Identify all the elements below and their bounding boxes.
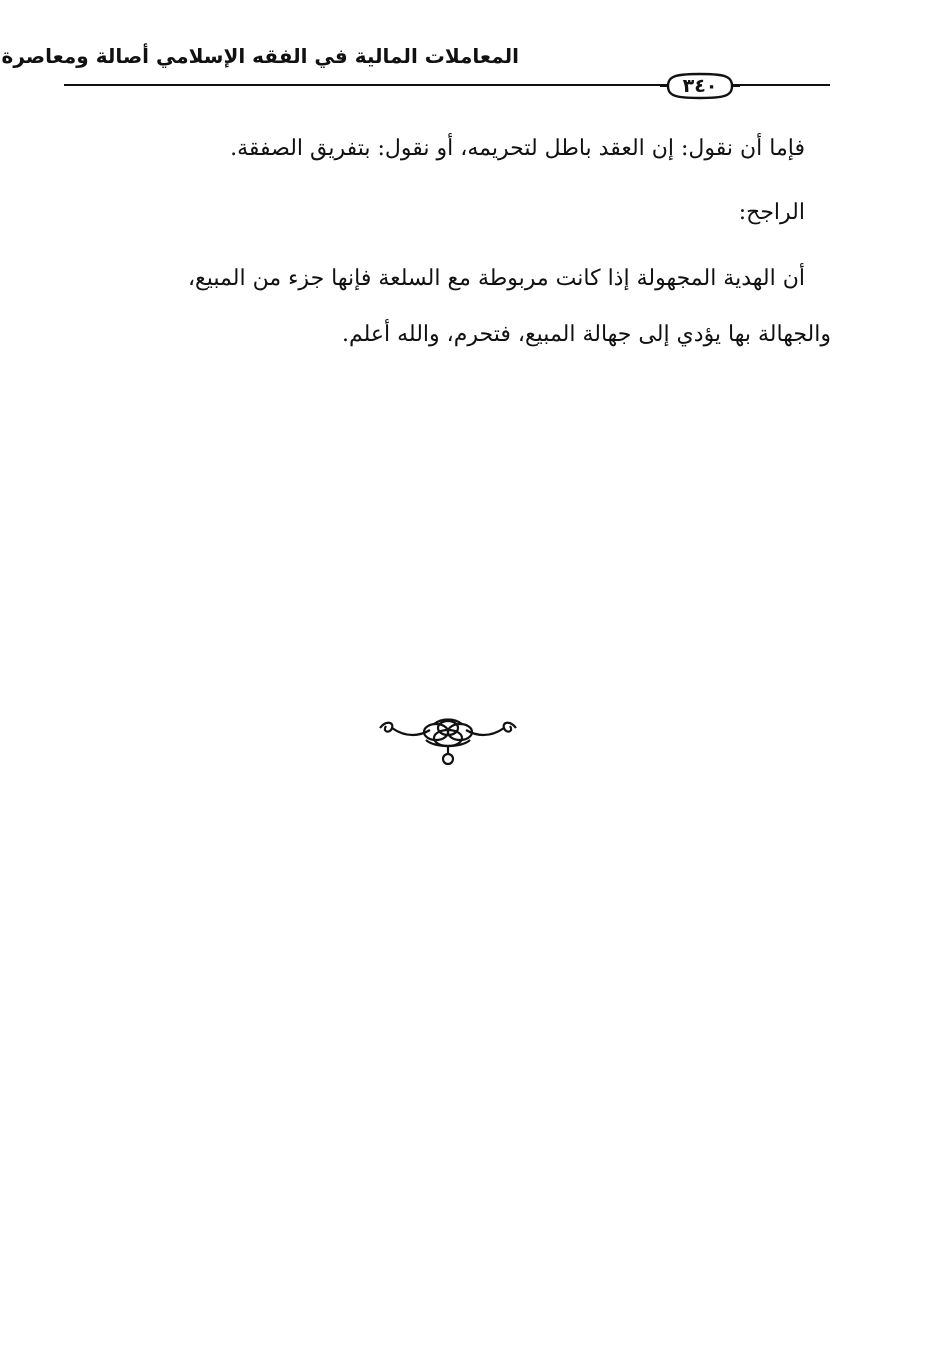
decorative-knot-ornament-icon — [376, 714, 520, 770]
paragraph-line-2: والجهالة بها يؤدي إلى جهالة المبيع، فتحرم، والله أعلم. — [341, 322, 831, 347]
page-number-badge — [658, 70, 742, 102]
text-line-1: فإما أن نقول: إن العقد باطل لتحريمه، أو نقول: بتفريق الصفقة. — [230, 136, 805, 161]
paragraph-line-1: أن الهدية المجهولة إذا كانت مربوطة مع السلعة فإنها جزء من المبيع، — [187, 266, 805, 291]
running-title: المعاملات المالية في الفقه الإسلامي أصالة ومعاصرة — [1, 44, 519, 68]
page-number: ٣٤٠ — [682, 75, 718, 97]
section-heading: الراجح: — [738, 200, 805, 225]
